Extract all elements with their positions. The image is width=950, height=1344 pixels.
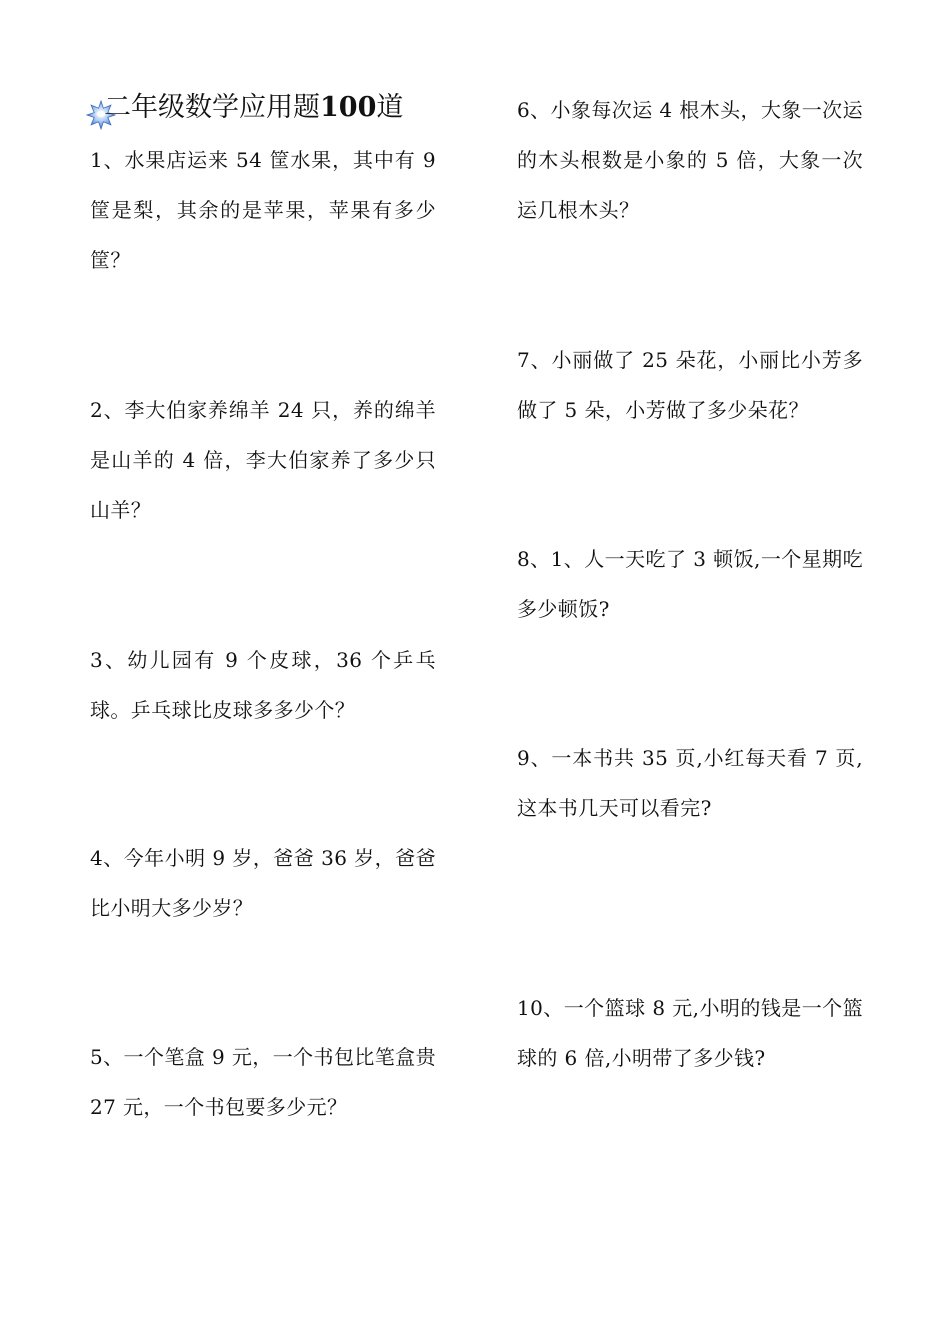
problem-8: 8、1、人一天吃了 3 顿饭,一个星期吃多少顿饭? — [517, 547, 863, 621]
title-suffix: 道 — [376, 92, 404, 123]
problem-3: 3、幼儿园有 9 个皮球，36 个乒乓球。乒乓球比皮球多多少个？ — [90, 648, 436, 722]
problem-1: 1、水果店运来 54 筐水果，其中有 9 筐是梨，其余的是苹果，苹果有多少筐？ — [90, 148, 436, 272]
problem-6: 6、小象每次运 4 根木头，大象一次运的木头根数是小象的 5 倍，大象一次运几根木头？ — [517, 98, 863, 222]
title-text: 二年级数学应用题 — [104, 92, 320, 123]
problem-5: 5、一个笔盒 9 元，一个书包比笔盒贵 27 元，一个书包要多少元？ — [90, 1045, 436, 1119]
problem-10: 10、一个篮球 8 元,小明的钱是一个篮球的 6 倍,小明带了多少钱? — [517, 996, 863, 1070]
problem-9: 9、一本书共 35 页,小红每天看 7 页,这本书几天可以看完? — [517, 746, 863, 820]
problem-7: 7、小丽做了 25 朵花，小丽比小芳多做了 5 朵，小芳做了多少朵花？ — [517, 348, 863, 422]
problem-4: 4、今年小明 9 岁，爸爸 36 岁，爸爸比小明大多少岁？ — [90, 846, 436, 920]
page-title — [86, 88, 446, 134]
problem-2: 2、李大伯家养绵羊 24 只，养的绵羊是山羊的 4 倍，李大伯家养了多少只山羊？ — [90, 398, 436, 522]
title-number: 100 — [320, 92, 377, 123]
